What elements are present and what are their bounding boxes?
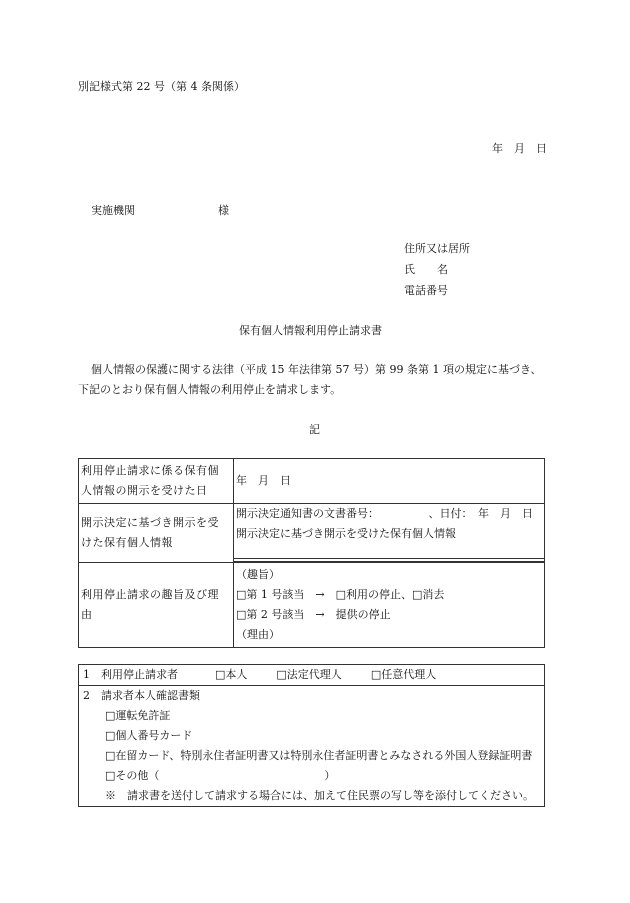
requester-type-label: 1 利用停止請求者	[83, 668, 178, 681]
purpose-reason-value[interactable]	[234, 563, 545, 648]
requester-type-row	[79, 665, 545, 686]
id-documents-label: 2 請求者本人確認書類	[83, 689, 200, 702]
disclosed-info-label-line1: 開示決定に基づき開示を受	[81, 516, 219, 529]
checkbox-my-number-card[interactable]: □個人番号カード	[105, 729, 193, 742]
mail-note: ※ 請求書を送付して請求する場合には、加えて住民票の写し等を添付してください。	[105, 789, 534, 802]
checkbox-residence-card[interactable]: □在留カード、特別永住者証明書又は特別永住者証明書とみなされる外国人登録証明書	[105, 749, 533, 762]
addressee-suffix: 様	[218, 204, 229, 217]
name-label: 氏 名	[404, 263, 448, 276]
disclosed-info-text: 開示決定に基づき開示を受けた保有個人情報	[236, 527, 456, 540]
purpose-reason-label-line2: 由	[81, 608, 93, 621]
checkbox-self[interactable]: □本人	[215, 668, 248, 681]
disclosure-date-label	[79, 459, 234, 504]
purpose-reason-label	[79, 563, 234, 648]
disclosed-info-label-line2: けた保有個人情報	[81, 536, 173, 549]
checkbox-other[interactable]: □その他（ ）	[105, 769, 336, 782]
purpose-heading: （趣旨）	[236, 568, 280, 581]
disclosed-info-label	[79, 504, 234, 563]
addressee-label: 実施機関	[91, 204, 135, 217]
disclosure-date-label-line2: 人情報の開示を受けた日	[81, 484, 208, 497]
intro-line-1: 個人情報の保護に関する法律（平成 15 年法律第 57 号）第 99 条第 1 項の規定に基づき、	[91, 363, 542, 376]
requester-table	[78, 664, 545, 807]
purpose-option-2[interactable]: □第 2 号該当 → 提供の停止	[236, 608, 391, 621]
checkbox-drivers-license[interactable]: □運転免許証	[105, 709, 171, 722]
intro-line-2: 下記のとおり保有個人情報の利用停止を請求します。	[78, 383, 342, 396]
inner-divider	[234, 558, 544, 562]
checkbox-legal-representative[interactable]: □法定代理人	[276, 668, 342, 681]
notice-document-number: 開示決定通知書の文書番号： 、日付： 年 月 日	[236, 507, 533, 520]
form-reference: 別記様式第 22 号（第 4 条関係）	[78, 80, 245, 93]
id-documents-row	[79, 686, 545, 807]
document-title: 保有個人情報利用停止請求書	[239, 324, 382, 337]
address-label: 住所又は居所	[404, 242, 470, 255]
purpose-reason-label-line1: 利用停止請求の趣旨及び理	[81, 588, 219, 601]
disclosure-date-value[interactable]: 年 月 日	[234, 459, 545, 504]
checkbox-voluntary-representative[interactable]: □任意代理人	[370, 668, 437, 681]
purpose-option-1[interactable]: □第 1 号該当 → □利用の停止、□消去	[236, 588, 445, 601]
request-details-table	[78, 458, 545, 648]
disclosure-date-label-line1: 利用停止請求に係る保有個	[81, 464, 219, 477]
date-line: 年 月 日	[492, 142, 547, 155]
phone-label: 電話番号	[404, 284, 448, 297]
ki-heading: 記	[309, 423, 320, 436]
disclosed-info-value[interactable]	[234, 504, 545, 563]
reason-heading: （理由）	[236, 628, 280, 641]
